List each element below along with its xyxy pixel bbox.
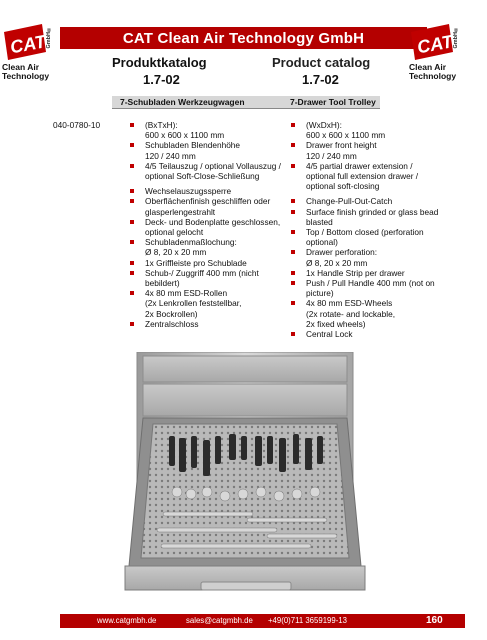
logo-line-1: Clean Air bbox=[2, 62, 40, 72]
section-divider bbox=[112, 108, 380, 109]
company-logo-right bbox=[409, 22, 471, 81]
spec-text: Wechselauszugssperre bbox=[145, 186, 232, 197]
footer-email-link[interactable]: sales@catgmbh.de bbox=[186, 616, 253, 625]
spec-text: Ø 8, 20 x 20 mm bbox=[306, 257, 368, 268]
bullet-icon bbox=[130, 271, 134, 275]
spec-text: Oberflächenfinish geschliffen oder bbox=[145, 196, 271, 207]
spec-item bbox=[130, 120, 280, 140]
catalog-number-en: 1.7-02 bbox=[302, 72, 339, 87]
spec-item bbox=[130, 237, 280, 257]
spec-text: optional full extension drawer / bbox=[306, 171, 419, 182]
spec-text: Deck- und Bodenplatte geschlossen, bbox=[145, 216, 281, 227]
spec-text: picture) bbox=[306, 288, 334, 299]
spec-item bbox=[130, 258, 280, 268]
spec-item bbox=[291, 120, 441, 140]
spec-text: blasted bbox=[306, 216, 333, 227]
spec-text: (WxDxH): bbox=[306, 120, 342, 130]
spec-item bbox=[130, 161, 280, 181]
spec-text: Zentralschloss bbox=[145, 318, 199, 329]
bullet-icon bbox=[291, 250, 295, 254]
spec-text: 1x Griffleiste pro Schublade bbox=[145, 257, 247, 268]
spec-text: Push / Pull Handle 400 mm (not on bbox=[306, 278, 435, 289]
spec-item bbox=[130, 268, 280, 288]
spec-text: Drawer front height bbox=[306, 140, 377, 151]
spec-text: 600 x 600 x 1100 mm bbox=[145, 130, 225, 141]
spec-text: 120 / 240 mm bbox=[306, 150, 357, 161]
spec-item bbox=[130, 217, 280, 237]
spec-text: (2x Lenkrollen feststellbar, bbox=[145, 298, 242, 309]
spec-item bbox=[130, 288, 280, 319]
bullet-icon bbox=[130, 220, 134, 224]
logo-line-2: Technology bbox=[2, 71, 50, 81]
article-number: 040-0780-10 bbox=[53, 120, 101, 130]
bullet-icon bbox=[291, 164, 295, 168]
bullet-icon bbox=[130, 322, 134, 326]
spec-text: Surface finish grinded or glass bead bbox=[306, 206, 439, 217]
logo-line-1: Clean Air bbox=[409, 62, 447, 72]
cat-logo-mark bbox=[2, 22, 54, 62]
cat-logo-mark bbox=[409, 22, 461, 62]
spec-text: optional) bbox=[306, 237, 338, 248]
section-title-en: 7-Drawer Tool Trolley bbox=[290, 97, 376, 107]
spec-item bbox=[291, 161, 441, 192]
spec-text: 600 x 600 x 1100 mm bbox=[306, 130, 386, 141]
bullet-icon bbox=[291, 271, 295, 275]
logo-cat-text: CAT bbox=[8, 31, 48, 58]
spec-text: 2x fixed wheels) bbox=[306, 318, 366, 329]
bullet-icon bbox=[291, 281, 295, 285]
spec-item bbox=[291, 268, 441, 278]
spec-text: optional gelocht bbox=[145, 227, 204, 238]
spec-text: 2x Bockrollen) bbox=[145, 308, 198, 319]
spec-text: Schubladen Blendenhöhe bbox=[145, 140, 241, 151]
spec-item bbox=[130, 186, 280, 196]
spec-text: Change-Pull-Out-Catch bbox=[306, 196, 393, 207]
header-bar bbox=[60, 27, 427, 49]
section-title-de: 7-Schubladen Werkzeugwagen bbox=[120, 97, 245, 107]
spec-item bbox=[291, 298, 441, 329]
footer-phone: +49(0)711 3659199-13 bbox=[268, 616, 347, 625]
spec-text: glasperlengestrahlt bbox=[145, 206, 216, 217]
spec-text: Top / Bottom closed (perforation bbox=[306, 227, 424, 238]
bullet-icon bbox=[130, 143, 134, 147]
company-title: CAT Clean Air Technology GmbH bbox=[122, 29, 365, 47]
bullet-icon bbox=[130, 189, 134, 193]
bullet-icon bbox=[291, 143, 295, 147]
spec-text: 4x 80 mm ESD-Rollen bbox=[145, 288, 228, 299]
spec-item bbox=[291, 207, 441, 227]
spec-text: Ø 8, 20 x 20 mm bbox=[145, 247, 207, 258]
spec-text: Schub-/ Zuggriff 400 mm (nicht bbox=[145, 267, 259, 278]
spec-text: Central Lock bbox=[306, 329, 353, 340]
spec-item bbox=[291, 196, 441, 206]
spec-text: 1x Handle Strip per drawer bbox=[306, 267, 405, 278]
spec-item bbox=[291, 278, 441, 298]
logo-caption bbox=[2, 63, 64, 81]
bullet-icon bbox=[130, 291, 134, 295]
spec-text: 120 / 240 mm bbox=[145, 150, 196, 161]
spec-item bbox=[291, 227, 441, 247]
spec-text: optional Soft-Close-Schließung bbox=[145, 171, 260, 182]
bullet-icon bbox=[291, 199, 295, 203]
bullet-icon bbox=[130, 261, 134, 265]
spec-text: Schubladenmaßlochung: bbox=[145, 237, 237, 248]
bullet-icon bbox=[291, 210, 295, 214]
product-photo-tool-trolley bbox=[117, 352, 373, 605]
catalog-label-en: Product catalog bbox=[272, 55, 371, 70]
logo-caption bbox=[409, 63, 471, 81]
catalog-label-de: Produktkatalog bbox=[112, 55, 207, 70]
spec-item bbox=[130, 196, 280, 216]
bullet-icon bbox=[291, 332, 295, 336]
spec-text: (BxTxH): bbox=[145, 120, 178, 130]
logo-gmbh-label: GmbH® bbox=[46, 26, 52, 49]
spec-text: 4/5 Teilauszug / optional Vollauszug / bbox=[145, 160, 281, 171]
spec-text: 4x 80 mm ESD-Wheels bbox=[306, 298, 393, 309]
spec-text: Drawer perforation: bbox=[306, 247, 378, 258]
spec-list-en bbox=[291, 120, 441, 339]
logo-cat-text: CAT bbox=[415, 31, 455, 58]
bullet-icon bbox=[291, 301, 295, 305]
bullet-icon bbox=[291, 123, 295, 127]
spec-text: 4/5 partial drawer extension / bbox=[306, 160, 413, 171]
spec-item bbox=[291, 140, 441, 160]
spec-item bbox=[130, 319, 280, 329]
spec-text: bebildert) bbox=[145, 278, 180, 289]
spec-list-de bbox=[130, 120, 280, 329]
logo-gmbh-label: GmbH® bbox=[453, 26, 459, 49]
spec-text: (2x rotate- and lockable, bbox=[306, 308, 396, 319]
company-logo-left bbox=[2, 22, 64, 81]
bullet-icon bbox=[130, 240, 134, 244]
bullet-icon bbox=[130, 164, 134, 168]
footer-website-link[interactable]: www.catgmbh.de bbox=[97, 616, 157, 625]
spec-text: optional soft-closing bbox=[306, 181, 380, 192]
catalog-number-de: 1.7-02 bbox=[143, 72, 180, 87]
bullet-icon bbox=[130, 123, 134, 127]
spec-item bbox=[130, 140, 280, 160]
page-number: 160 bbox=[426, 615, 443, 626]
spec-item bbox=[291, 247, 441, 267]
bullet-icon bbox=[291, 230, 295, 234]
spec-item bbox=[291, 329, 441, 339]
bullet-icon bbox=[130, 199, 134, 203]
logo-line-2: Technology bbox=[409, 71, 457, 81]
